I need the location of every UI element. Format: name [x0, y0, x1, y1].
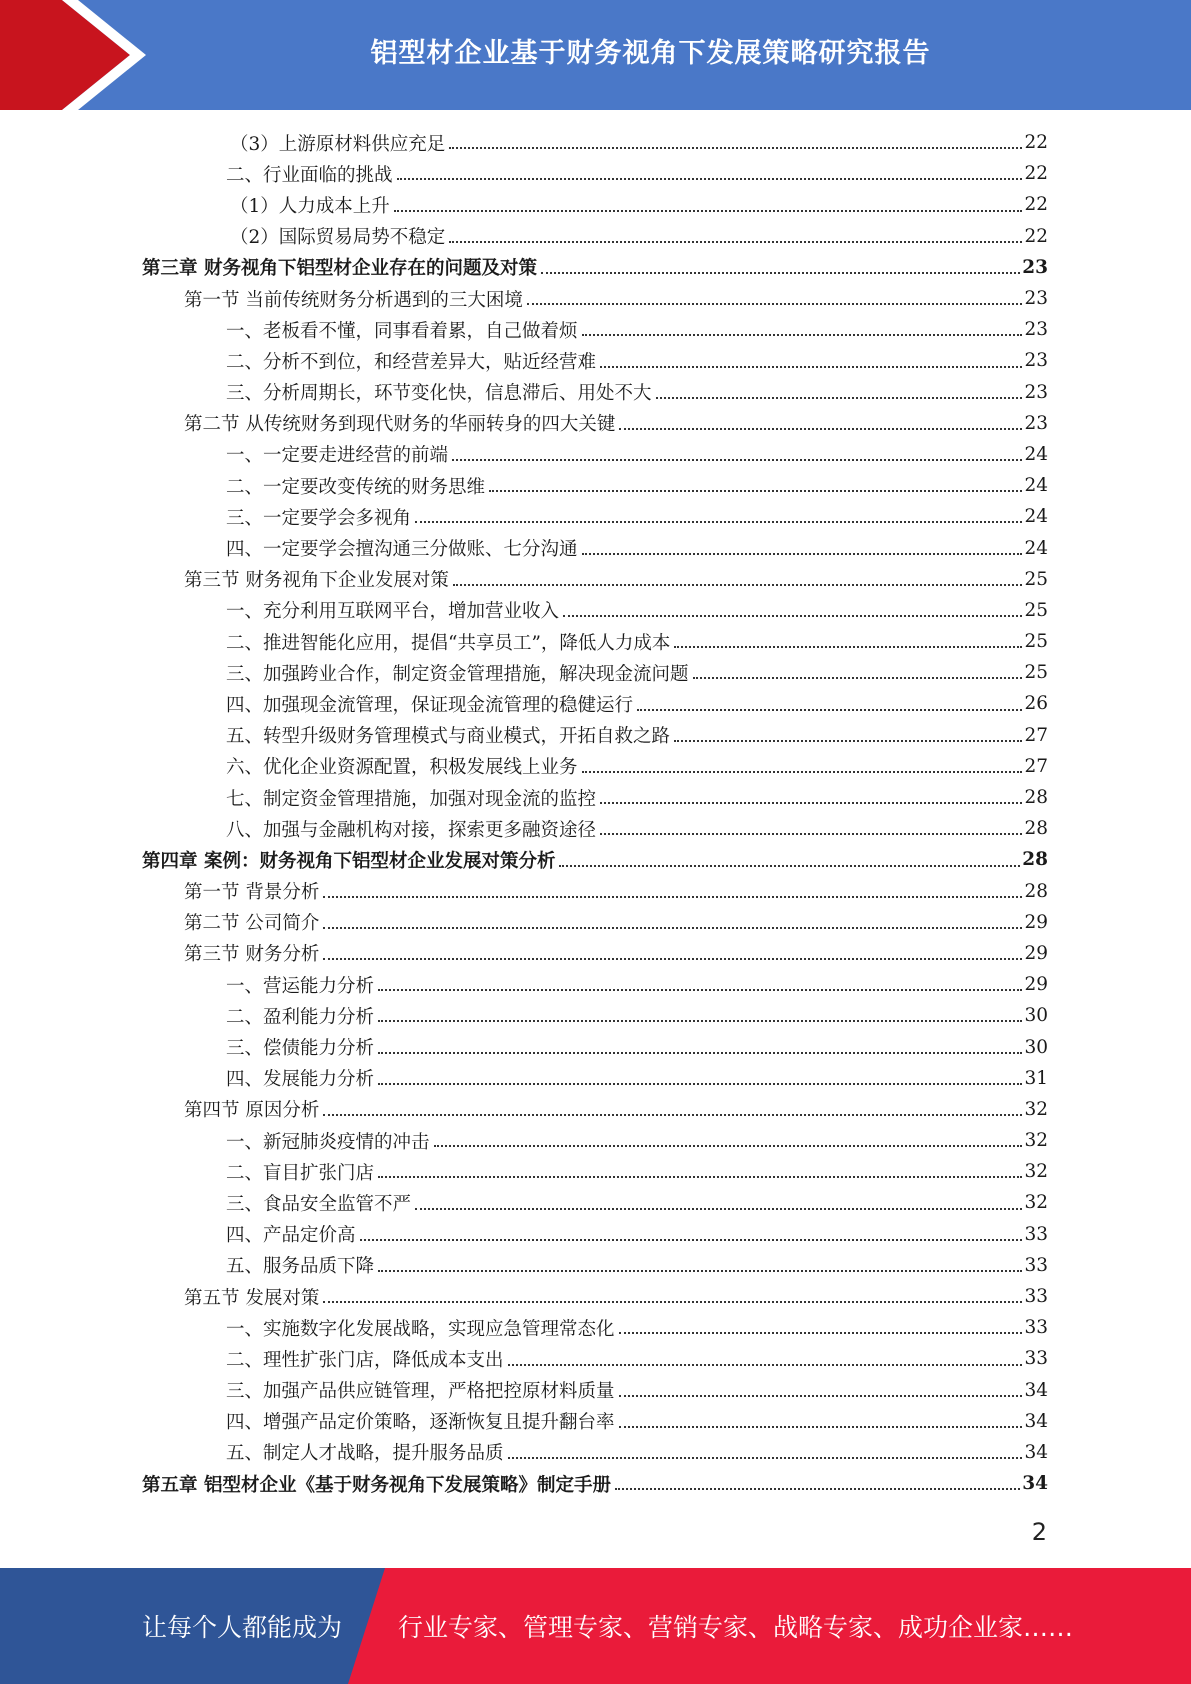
toc-entry-title: 第四节 原因分析 — [184, 1100, 320, 1122]
toc-subsection-entry[interactable] — [140, 1406, 1048, 1437]
toc-dot-leader — [619, 1394, 1023, 1397]
page-number: 2 — [1031, 1518, 1047, 1546]
toc-subsection-entry[interactable] — [140, 158, 1048, 189]
toc-subsection-entry[interactable] — [140, 189, 1048, 220]
toc-page-number: 23 — [1022, 256, 1048, 278]
toc-page-number: 24 — [1024, 537, 1048, 559]
toc-subsection-entry[interactable] — [140, 688, 1048, 719]
toc-page-number: 24 — [1024, 475, 1048, 497]
toc-entry-title: 一、老板看不懂，同事看着累，自己做着烦 — [226, 320, 578, 342]
toc-dot-leader — [508, 1456, 1023, 1459]
toc-entry-title: 四、增强产品定价策略，逐渐恢复且提升翻台率 — [226, 1412, 615, 1434]
toc-entry-title: 第三节 财务视角下企业发展对策 — [184, 570, 449, 592]
toc-page-number: 33 — [1024, 1254, 1048, 1276]
toc-dot-leader — [600, 801, 1022, 804]
toc-entry-title: 三、分析周期长，环节变化快，信息滞后、用处不大 — [226, 383, 652, 405]
toc-dot-leader — [378, 988, 1022, 991]
toc-dot-leader — [600, 365, 1022, 368]
toc-entry-title: 四、产品定价高 — [226, 1225, 356, 1247]
toc-page-number: 30 — [1024, 1005, 1048, 1027]
toc-subsection-entry[interactable] — [140, 532, 1048, 563]
toc-page-number: 23 — [1024, 288, 1048, 310]
toc-dot-leader — [656, 396, 1023, 399]
toc-entry-title: （2）国际贸易局势不稳定 — [230, 227, 446, 249]
toc-page-number: 23 — [1024, 350, 1048, 372]
toc-subsection-entry[interactable] — [140, 1343, 1048, 1374]
toc-entry-title: 一、营运能力分析 — [226, 975, 375, 997]
toc-entry-title: 一、实施数字化发展战略，实现应急管理常态化 — [226, 1318, 615, 1340]
toc-page-number: 30 — [1024, 1036, 1048, 1058]
toc-subsection-entry[interactable] — [140, 969, 1048, 1000]
toc-dot-leader — [582, 552, 1023, 555]
toc-page-number: 32 — [1024, 1192, 1048, 1214]
toc-dot-leader — [378, 1175, 1022, 1178]
toc-page-number: 27 — [1024, 724, 1048, 746]
toc-entry-title: 第五章 铝型材企业《基于财务视角下发展策略》制定手册 — [142, 1474, 611, 1496]
toc-page-number: 28 — [1024, 880, 1048, 902]
toc-subsection-entry[interactable] — [140, 1031, 1048, 1062]
toc-section-entry[interactable] — [140, 283, 1048, 314]
toc-dot-leader — [378, 1082, 1022, 1085]
toc-page-number: 23 — [1024, 381, 1048, 403]
toc-dot-leader — [378, 1051, 1022, 1054]
toc-dot-leader — [453, 583, 1023, 586]
toc-entry-title: 一、充分利用互联网平台，增加营业收入 — [226, 601, 560, 623]
toc-page-number: 28 — [1022, 849, 1048, 871]
toc-dot-leader — [563, 614, 1022, 617]
toc-subsection-entry[interactable] — [140, 1219, 1048, 1250]
toc-entry-title: 三、加强产品供应链管理，严格把控原材料质量 — [226, 1381, 615, 1403]
toc-dot-leader — [600, 832, 1022, 835]
toc-subsection-entry[interactable] — [140, 127, 1048, 158]
toc-entry-title: 七、制定资金管理措施，加强对现金流的监控 — [226, 788, 597, 810]
toc-subsection-entry[interactable] — [140, 1375, 1048, 1406]
toc-subsection-entry[interactable] — [140, 1156, 1048, 1187]
toc-dot-leader — [452, 458, 1022, 461]
toc-dot-leader — [449, 240, 1022, 243]
toc-entry-title: 一、新冠肺炎疫情的冲击 — [226, 1131, 430, 1153]
toc-entry-title: 第二节 从传统财务到现代财务的华丽转身的四大关键 — [184, 414, 616, 436]
toc-dot-leader — [582, 333, 1023, 336]
toc-entry-title: 第一节 背景分析 — [184, 882, 320, 904]
toc-page-number: 22 — [1024, 132, 1048, 154]
toc-dot-leader — [323, 957, 1022, 960]
toc-page-number: 34 — [1024, 1410, 1048, 1432]
toc-dot-leader — [415, 520, 1022, 523]
toc-chapter-entry[interactable] — [140, 844, 1048, 875]
toc-entry-title: 第一节 当前传统财务分析遇到的三大困境 — [184, 289, 523, 311]
toc-page-number: 25 — [1024, 662, 1048, 684]
toc-dot-leader — [508, 1363, 1023, 1366]
toc-page-number: 34 — [1022, 1473, 1048, 1495]
toc-page-number: 34 — [1024, 1441, 1048, 1463]
toc-subsection-entry[interactable] — [140, 377, 1048, 408]
toc-page-number: 32 — [1024, 1098, 1048, 1120]
toc-entry-title: 二、盲目扩张门店 — [226, 1162, 375, 1184]
toc-dot-leader — [693, 676, 1023, 679]
toc-dot-leader — [582, 770, 1023, 773]
toc-page-number: 33 — [1024, 1348, 1048, 1370]
toc-page-number: 29 — [1024, 911, 1048, 933]
page-footer — [0, 1568, 1191, 1684]
toc-page-number: 33 — [1024, 1223, 1048, 1245]
toc-entry-title: 六、优化企业资源配置，积极发展线上业务 — [226, 757, 578, 779]
toc-page-number: 22 — [1024, 163, 1048, 185]
toc-entry-title: 三、食品安全监管不严 — [226, 1193, 412, 1215]
page-header — [0, 0, 1191, 110]
toc-subsection-entry[interactable] — [140, 1250, 1048, 1281]
toc-dot-leader — [397, 177, 1023, 180]
toc-entry-title: 二、理性扩张门店，降低成本支出 — [226, 1349, 504, 1371]
toc-page-number: 34 — [1024, 1379, 1048, 1401]
toc-chapter-entry[interactable] — [140, 1468, 1048, 1499]
toc-subsection-entry[interactable] — [140, 314, 1048, 345]
toc-page-number: 22 — [1024, 194, 1048, 216]
toc-entry-title: 第三节 财务分析 — [184, 944, 320, 966]
toc-dot-leader — [619, 427, 1022, 430]
toc-entry-title: 第二节 公司简介 — [184, 913, 320, 935]
toc-entry-title: 三、加强跨业合作，制定资金管理措施，解决现金流问题 — [226, 663, 689, 685]
toc-entry-title: 四、发展能力分析 — [226, 1069, 375, 1091]
toc-page-number: 24 — [1024, 506, 1048, 528]
toc-subsection-entry[interactable] — [140, 657, 1048, 688]
toc-chapter-entry[interactable] — [140, 252, 1048, 283]
toc-page-number: 32 — [1024, 1130, 1048, 1152]
toc-entry-title: 八、加强与金融机构对接，探索更多融资途径 — [226, 819, 597, 841]
toc-entry-title: （1）人力成本上升 — [230, 195, 390, 217]
toc-entry-title: 四、加强现金流管理，保证现金流管理的稳健运行 — [226, 694, 634, 716]
toc-entry-title: 三、偿债能力分析 — [226, 1038, 375, 1060]
toc-page-number: 23 — [1024, 319, 1048, 341]
toc-subsection-entry[interactable] — [140, 1312, 1048, 1343]
toc-page-number: 25 — [1024, 568, 1048, 590]
toc-subsection-entry[interactable] — [140, 501, 1048, 532]
toc-subsection-entry[interactable] — [140, 439, 1048, 470]
toc-dot-leader — [378, 1019, 1022, 1022]
toc-section-entry[interactable] — [140, 938, 1048, 969]
toc-entry-title: 四、一定要学会擅沟通三分做账、七分沟通 — [226, 539, 578, 561]
toc-subsection-entry[interactable] — [140, 470, 1048, 501]
toc-dot-leader — [323, 895, 1022, 898]
toc-entry-title: 二、盈利能力分析 — [226, 1006, 375, 1028]
toc-subsection-entry[interactable] — [140, 813, 1048, 844]
toc-dot-leader — [489, 489, 1022, 492]
toc-subsection-entry[interactable] — [140, 626, 1048, 657]
document-title: 铝型材企业基于财务视角下发展策略研究报告 — [370, 37, 931, 69]
toc-entry-title: 二、行业面临的挑战 — [226, 164, 393, 186]
toc-subsection-entry[interactable] — [140, 345, 1048, 376]
toc-dot-leader — [559, 864, 1020, 867]
toc-entry-title: 第四章 案例：财务视角下铝型材企业发展对策分析 — [142, 850, 556, 872]
toc-page-number: 27 — [1024, 755, 1048, 777]
toc-section-entry[interactable] — [140, 408, 1048, 439]
toc-dot-leader — [378, 1269, 1022, 1272]
toc-subsection-entry[interactable] — [140, 221, 1048, 252]
toc-page-number: 33 — [1024, 1317, 1048, 1339]
toc-page-number: 25 — [1024, 631, 1048, 653]
toc-dot-leader — [615, 1487, 1020, 1490]
footer-slogan-left: 让每个人都能成为 — [142, 1613, 343, 1642]
toc-page-number: 33 — [1024, 1286, 1048, 1308]
toc-subsection-entry[interactable] — [140, 595, 1048, 626]
toc-dot-leader — [323, 1113, 1022, 1116]
toc-page-number: 28 — [1024, 787, 1048, 809]
toc-entry-title: （3）上游原材料供应充足 — [230, 133, 446, 155]
toc-dot-leader — [323, 926, 1022, 929]
toc-subsection-entry[interactable] — [140, 1437, 1048, 1468]
toc-page-number: 25 — [1024, 599, 1048, 621]
table-of-contents — [140, 127, 1048, 1499]
toc-dot-leader — [449, 146, 1022, 149]
toc-entry-title: 第五节 发展对策 — [184, 1287, 320, 1309]
toc-entry-title: 第三章 财务视角下铝型材企业存在的问题及对策 — [142, 258, 537, 280]
toc-subsection-entry[interactable] — [140, 1187, 1048, 1218]
toc-subsection-entry[interactable] — [140, 1125, 1048, 1156]
toc-page-number: 32 — [1024, 1161, 1048, 1183]
toc-dot-leader — [674, 739, 1022, 742]
toc-dot-leader — [619, 1331, 1023, 1334]
toc-section-entry[interactable] — [140, 876, 1048, 907]
toc-section-entry[interactable] — [140, 1094, 1048, 1125]
toc-dot-leader — [674, 645, 1022, 648]
toc-page-number: 31 — [1024, 1067, 1048, 1089]
toc-dot-leader — [360, 1238, 1023, 1241]
toc-page-number: 29 — [1024, 942, 1048, 964]
toc-entry-title: 五、转型升级财务管理模式与商业模式，开拓自救之路 — [226, 726, 671, 748]
toc-subsection-entry[interactable] — [140, 1063, 1048, 1094]
toc-page-number: 22 — [1024, 225, 1048, 247]
toc-entry-title: 二、推进智能化应用，提倡“共享员工”，降低人力成本 — [226, 632, 671, 654]
toc-subsection-entry[interactable] — [140, 782, 1048, 813]
toc-entry-title: 二、一定要改变传统的财务思维 — [226, 476, 486, 498]
toc-page-number: 23 — [1024, 412, 1048, 434]
toc-dot-leader — [323, 1300, 1022, 1303]
toc-dot-leader — [527, 302, 1023, 305]
toc-dot-leader — [415, 1207, 1022, 1210]
toc-page-number: 29 — [1024, 974, 1048, 996]
toc-dot-leader — [541, 271, 1020, 274]
toc-dot-leader — [637, 708, 1022, 711]
toc-entry-title: 二、分析不到位，和经营差异大，贴近经营难 — [226, 351, 597, 373]
toc-entry-title: 五、制定人才战略，提升服务品质 — [226, 1443, 504, 1465]
toc-section-entry[interactable] — [140, 564, 1048, 595]
toc-page-number: 28 — [1024, 818, 1048, 840]
toc-page-number: 26 — [1024, 693, 1048, 715]
toc-section-entry[interactable] — [140, 1281, 1048, 1312]
toc-entry-title: 一、一定要走进经营的前端 — [226, 445, 449, 467]
toc-subsection-entry[interactable] — [140, 1000, 1048, 1031]
toc-subsection-entry[interactable] — [140, 751, 1048, 782]
toc-section-entry[interactable] — [140, 907, 1048, 938]
toc-dot-leader — [394, 209, 1023, 212]
toc-entry-title: 三、一定要学会多视角 — [226, 507, 412, 529]
toc-page-number: 24 — [1024, 443, 1048, 465]
toc-dot-leader — [619, 1425, 1023, 1428]
toc-dot-leader — [434, 1144, 1023, 1147]
toc-subsection-entry[interactable] — [140, 720, 1048, 751]
toc-entry-title: 五、服务品质下降 — [226, 1256, 375, 1278]
footer-slogan-right: 行业专家、管理专家、营销专家、战略专家、成功企业家…… — [398, 1613, 1074, 1642]
